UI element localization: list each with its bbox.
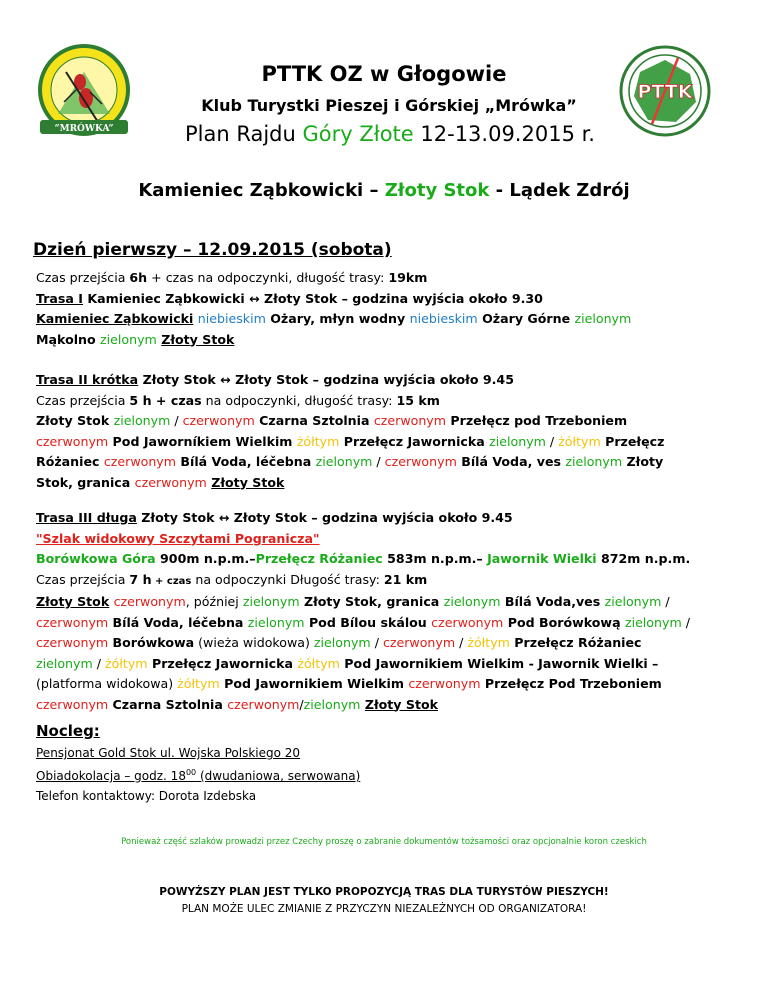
- text: zielonym: [443, 594, 501, 609]
- text: czerwonym: [36, 614, 109, 630]
- text: /: [661, 594, 670, 609]
- text: Przełęcz Różaniec: [255, 551, 383, 566]
- text: Bílá Voda, léčebna: [108, 614, 248, 630]
- text: Ożary Górne: [477, 311, 575, 326]
- text: Pod Jawornikiem Wielkim: [339, 655, 525, 671]
- text: czerwonym: [36, 635, 109, 650]
- text: Ożary, młyn wodny: [265, 311, 410, 326]
- text: zielonym: [604, 594, 662, 609]
- day1-time: [36, 268, 746, 289]
- text: Czarna Sztolnia: [108, 696, 228, 712]
- nocleg-heading: Nocleg:: [36, 722, 100, 740]
- text: Czas przejścia: [36, 270, 130, 285]
- text: Czarna Sztolnia: [254, 413, 374, 428]
- trasa2-title: [36, 370, 746, 391]
- route-part-2: Złoty Stok: [384, 180, 490, 201]
- text: czerwonym: [134, 474, 207, 490]
- text: zielonym: [313, 635, 371, 650]
- text: żółtym: [558, 433, 601, 449]
- text: Przełęcz Różaniec: [509, 635, 642, 650]
- trasa2-line4: [36, 473, 746, 494]
- trasa3-line2: [36, 613, 746, 634]
- text: czerwonym: [227, 696, 300, 712]
- plan-prefix: Plan Rajdu: [185, 122, 303, 146]
- text: Borówkowa: [108, 635, 195, 650]
- text: zielonym: [113, 413, 171, 428]
- trasa3-desc: Złoty Stok ↔ Złoty Stok – godzina wyjścia około 9.45: [136, 510, 513, 525]
- trasa3-line4: [36, 654, 746, 675]
- text: (platforma widokowa): [36, 676, 178, 691]
- header-plan: [0, 122, 768, 146]
- text: Mąkolno: [36, 331, 96, 347]
- trasa3-line5: [36, 674, 746, 695]
- text: /: [299, 696, 304, 712]
- header-club: Klub Turystki Pieszej i Górskiej „Mrówka”: [201, 96, 577, 115]
- plan-place: Góry Złote: [302, 122, 414, 146]
- route-part-3: - Lądek Zdrój: [489, 180, 630, 201]
- nocleg-line3: Telefon kontaktowy: Dorota Izdebska: [36, 789, 257, 803]
- trasa2-desc: Złoty Stok ↔ Złoty Stok – godzina wyjścia około 9.45: [138, 372, 514, 387]
- text: –: [249, 551, 256, 566]
- text: Pod Jawornikiem Wielkim: [219, 676, 409, 691]
- trasa2-block: [36, 370, 746, 493]
- text: Bílá Voda, léčebna: [176, 454, 316, 469]
- text: /: [92, 655, 106, 671]
- text: zielonym: [489, 433, 546, 449]
- route-part-1: Kamieniec Ząbkowicki –: [138, 180, 385, 201]
- route-title: [0, 180, 768, 201]
- text: czerwonym: [408, 676, 481, 691]
- text: żółtym: [467, 635, 510, 650]
- text: Pod Bílou skálou: [304, 614, 432, 630]
- text: Kamieniec Ząbkowicki: [36, 311, 194, 326]
- text: zielonym: [100, 331, 157, 347]
- trasa3-line1: [36, 592, 746, 613]
- text: zielonym: [303, 696, 361, 712]
- text: Borówkowa Góra: [36, 551, 156, 566]
- text: zielonym: [565, 454, 623, 469]
- nocleg-line2: [36, 763, 360, 786]
- text: 5 h + czas: [129, 392, 202, 408]
- text: Złoty Stok: [36, 594, 110, 609]
- text: –: [476, 551, 488, 566]
- text: /: [370, 635, 383, 650]
- text: czerwonym: [113, 594, 186, 609]
- text: Przełęcz Jawornicka: [147, 655, 298, 671]
- text: zielonym: [624, 614, 682, 630]
- day1-heading: Dzień pierwszy – 12.09.2015 (sobota): [33, 240, 392, 260]
- text: /: [681, 614, 690, 630]
- text: Złoty Stok, granica: [299, 594, 444, 609]
- text: Jawornik Wielki: [487, 551, 597, 566]
- trasa1-line2: [36, 330, 746, 351]
- trasa1-label: Trasa I: [36, 290, 83, 306]
- text: Złoty Stok: [364, 696, 439, 712]
- trasa2-time: [36, 391, 746, 412]
- trasa3-peaks: [36, 549, 746, 570]
- trasa3-line3: [36, 633, 746, 654]
- text: /: [170, 413, 183, 428]
- text: 19km: [388, 270, 428, 285]
- text: Czas przejścia: [36, 392, 130, 408]
- text: Złoty: [622, 454, 664, 469]
- header-title: PTTK OZ w Głogowie: [261, 62, 507, 86]
- text: żółtym: [177, 676, 220, 691]
- text: zielonym: [242, 594, 300, 609]
- trasa2-line1: [36, 411, 746, 432]
- trasa3-line6: [36, 695, 746, 716]
- trasa2-label: Trasa II krótka: [36, 372, 139, 387]
- nocleg-block: [36, 743, 360, 806]
- text: + czas na odpoczynki, długość trasy:: [147, 270, 389, 285]
- text: czerwonym: [36, 433, 109, 449]
- trasa3-title: [36, 508, 746, 529]
- text: zielonym: [574, 311, 632, 326]
- text: , później: [185, 594, 243, 609]
- text: Bílá Voda, ves: [456, 454, 566, 469]
- footer-line2: PLAN MOŻE ULEC ZMIANIE Z PRZYCZYN NIEZALEŻNYCH OD ORGANIZATORA!: [181, 903, 587, 915]
- text: czerwonym: [103, 454, 177, 469]
- text: Złoty Stok: [211, 474, 285, 490]
- text: 21 km: [383, 571, 428, 587]
- text: (wieża widokowa): [194, 635, 314, 650]
- text: zielonym: [315, 454, 373, 469]
- text: na odpoczynki, długość trasy:: [201, 392, 397, 408]
- text: Bílá Voda,ves: [500, 594, 605, 609]
- nocleg-line1: Pensjonat Gold Stok ul. Wojska Polskiego 20: [36, 746, 301, 760]
- text: Złoty Stok: [161, 331, 235, 347]
- text: czerwonym: [182, 413, 255, 428]
- text: Obiadokolacja – godz. 18: [36, 769, 186, 783]
- text: niebieskim: [197, 311, 266, 326]
- text: czerwonym: [431, 614, 504, 630]
- text: zielonym: [247, 614, 305, 630]
- text: Przełęcz pod Trzeboniem: [446, 413, 628, 428]
- text: /: [545, 433, 559, 449]
- text: Złoty Stok: [36, 413, 110, 428]
- text: czerwonym: [382, 635, 456, 650]
- text: - Jawornik Wielki –: [524, 655, 659, 671]
- text: Przełęcz Jawornicka: [339, 433, 490, 449]
- text: Pod Jaworníkiem Wielkim: [108, 433, 297, 449]
- trasa1-block: [36, 268, 746, 350]
- text: (dwudaniowa, serwowana): [196, 769, 361, 783]
- trasa3-label: Trasa III długa: [36, 510, 137, 525]
- trasa3-block: [36, 508, 746, 715]
- text: czerwonym: [384, 454, 457, 469]
- text: 15 km: [396, 392, 440, 408]
- text: /: [455, 635, 468, 650]
- text: Stok, granica: [36, 474, 135, 490]
- text: Pod Borówkową: [503, 614, 625, 630]
- trasa1-title: [36, 289, 746, 310]
- text: żółtym: [296, 433, 340, 449]
- text: zielonym: [36, 655, 93, 671]
- mrowka-logo-label: “MRÓWKA”: [54, 124, 114, 134]
- trasa1-desc: Kamieniec Ząbkowicki ↔ Złoty Stok – godzina wyjścia około 9.30: [82, 290, 543, 306]
- text: Przełęcz: [600, 433, 665, 449]
- text: 872m n.p.m.: [596, 551, 691, 566]
- text: żółtym: [105, 655, 148, 671]
- text: /: [372, 454, 385, 469]
- text: 900m n.p.m.: [155, 551, 250, 566]
- trasa2-line2: [36, 432, 746, 453]
- text: Przełęcz Pod Trzeboniem: [480, 676, 662, 691]
- text: 583m n.p.m.: [382, 551, 477, 566]
- text: + czas: [151, 575, 192, 587]
- text: czerwonym: [373, 413, 447, 428]
- text: 00: [185, 768, 197, 777]
- text: Czas przejścia: [36, 571, 130, 587]
- text: żółtym: [297, 655, 340, 671]
- text: niebieskim: [409, 311, 478, 326]
- text: na odpoczynki Długość trasy:: [191, 571, 384, 587]
- trasa2-line3: [36, 452, 746, 473]
- trasa1-line1: [36, 309, 746, 330]
- text: Różaniec: [36, 454, 104, 469]
- pttk-logo-label: PTTK: [637, 81, 693, 103]
- text: 6h: [129, 270, 148, 285]
- documents-note: Ponieważ część szlaków prowadzi przez Czechy proszę o zabranie dokumentów tożsamości oraz opcjonalnie koron czeskich: [121, 837, 647, 847]
- trasa3-time: [36, 570, 746, 593]
- plan-date: 12-13.09.2015 r.: [413, 122, 595, 146]
- text: 7 h: [129, 571, 152, 587]
- text: czerwonym: [36, 696, 109, 712]
- trasa3-szlak: "Szlak widokowy Szczytami Pogranicza": [36, 530, 320, 546]
- footer-line1: POWYŻSZY PLAN JEST TYLKO PROPOZYCJĄ TRAS DLA TURYSTÓW PIESZYCH!: [159, 886, 609, 898]
